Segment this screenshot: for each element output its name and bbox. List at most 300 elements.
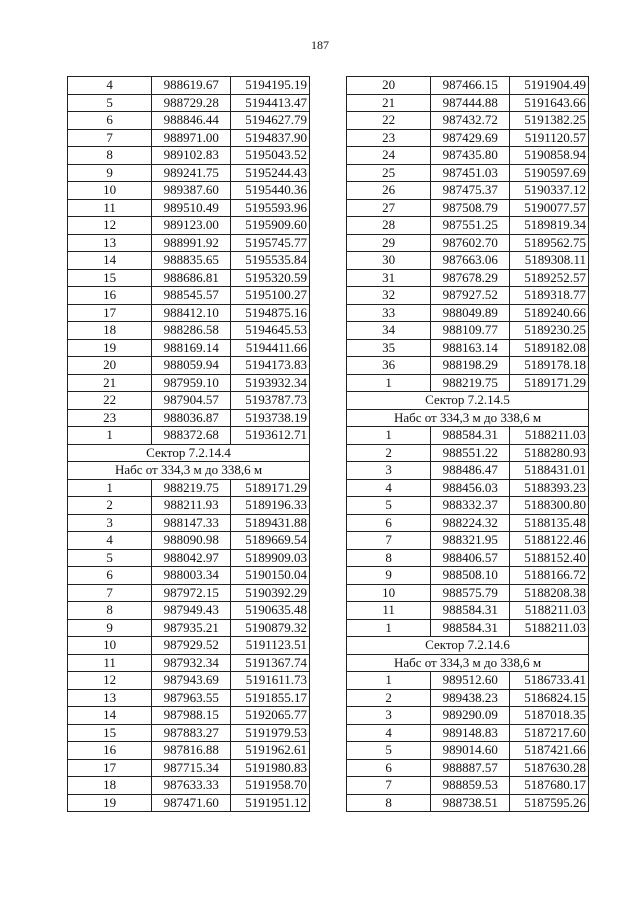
y-coordinate-cell: 5195043.52 <box>231 147 310 165</box>
x-coordinate-cell: 989014.60 <box>431 742 510 760</box>
y-coordinate-cell: 5189819.34 <box>510 217 589 235</box>
table-row <box>347 129 589 147</box>
x-coordinate-cell: 987904.57 <box>152 392 231 410</box>
table-row <box>68 147 310 165</box>
y-coordinate-cell: 5189171.29 <box>231 479 310 497</box>
x-coordinate-cell: 987883.27 <box>152 724 231 742</box>
y-coordinate-cell: 5193932.34 <box>231 374 310 392</box>
point-number-cell: 11 <box>347 602 431 620</box>
point-number-cell: 18 <box>68 777 152 795</box>
y-coordinate-cell: 5189182.08 <box>510 339 589 357</box>
table-row <box>347 112 589 130</box>
point-number-cell: 4 <box>68 532 152 550</box>
point-number-cell: 7 <box>347 532 431 550</box>
y-coordinate-cell: 5191367.74 <box>231 654 310 672</box>
x-coordinate-cell: 988859.53 <box>431 777 510 795</box>
table-row <box>347 182 589 200</box>
table-row <box>347 777 589 795</box>
y-coordinate-cell: 5186824.15 <box>510 689 589 707</box>
table-row <box>347 234 589 252</box>
table-row <box>347 479 589 497</box>
point-number-cell: 14 <box>68 252 152 270</box>
section-subtitle-row <box>347 409 589 427</box>
x-coordinate-cell: 988412.10 <box>152 304 231 322</box>
x-coordinate-cell: 988729.28 <box>152 94 231 112</box>
point-number-cell: 11 <box>68 654 152 672</box>
table-row <box>68 234 310 252</box>
y-coordinate-cell: 5188166.72 <box>510 567 589 585</box>
point-number-cell: 4 <box>347 724 431 742</box>
point-number-cell: 36 <box>347 357 431 375</box>
y-coordinate-cell: 5190635.48 <box>231 602 310 620</box>
point-number-cell: 29 <box>347 234 431 252</box>
point-number-cell: 8 <box>68 602 152 620</box>
x-coordinate-cell: 987988.15 <box>152 707 231 725</box>
table-row <box>68 567 310 585</box>
table-row <box>68 182 310 200</box>
y-coordinate-cell: 5195593.96 <box>231 199 310 217</box>
coordinates-table-left <box>67 76 310 812</box>
point-number-cell: 20 <box>347 77 431 95</box>
point-number-cell: 25 <box>347 164 431 182</box>
section-subtitle-row <box>68 462 310 480</box>
x-coordinate-cell: 988575.79 <box>431 584 510 602</box>
table-row <box>347 287 589 305</box>
table-row <box>347 147 589 165</box>
point-number-cell: 15 <box>68 269 152 287</box>
table-row <box>347 374 589 392</box>
table-row <box>68 287 310 305</box>
y-coordinate-cell: 5189171.29 <box>510 374 589 392</box>
table-row <box>68 322 310 340</box>
y-coordinate-cell: 5187217.60 <box>510 724 589 742</box>
point-number-cell: 1 <box>347 427 431 445</box>
x-coordinate-cell: 987432.72 <box>431 112 510 130</box>
x-coordinate-cell: 989123.00 <box>152 217 231 235</box>
point-number-cell: 4 <box>68 77 152 95</box>
point-number-cell: 18 <box>68 322 152 340</box>
y-coordinate-cell: 5190337.12 <box>510 182 589 200</box>
x-coordinate-cell: 989512.60 <box>431 672 510 690</box>
x-coordinate-cell: 988003.34 <box>152 567 231 585</box>
point-number-cell: 1 <box>347 619 431 637</box>
y-coordinate-cell: 5188208.38 <box>510 584 589 602</box>
y-coordinate-cell: 5195244.43 <box>231 164 310 182</box>
point-number-cell: 15 <box>68 724 152 742</box>
y-coordinate-cell: 5188431.01 <box>510 462 589 480</box>
page-number: 187 <box>311 38 329 52</box>
point-number-cell: 27 <box>347 199 431 217</box>
x-coordinate-cell: 987444.88 <box>431 94 510 112</box>
point-number-cell: 6 <box>347 759 431 777</box>
x-coordinate-cell: 988036.87 <box>152 409 231 427</box>
point-number-cell: 20 <box>68 357 152 375</box>
point-number-cell: 8 <box>347 549 431 567</box>
x-coordinate-cell: 987602.70 <box>431 234 510 252</box>
table-row <box>68 94 310 112</box>
point-number-cell: 6 <box>347 514 431 532</box>
y-coordinate-cell: 5190077.57 <box>510 199 589 217</box>
point-number-cell: 19 <box>68 794 152 812</box>
x-coordinate-cell: 988372.68 <box>152 427 231 445</box>
y-coordinate-cell: 5191382.25 <box>510 112 589 130</box>
x-coordinate-cell: 988219.75 <box>431 374 510 392</box>
table-row <box>347 567 589 585</box>
y-coordinate-cell: 5194411.66 <box>231 339 310 357</box>
x-coordinate-cell: 989387.60 <box>152 182 231 200</box>
table-row <box>347 707 589 725</box>
table-row <box>68 77 310 95</box>
y-coordinate-cell: 5189178.18 <box>510 357 589 375</box>
y-coordinate-cell: 5187595.26 <box>510 794 589 812</box>
y-coordinate-cell: 5191643.66 <box>510 94 589 112</box>
x-coordinate-cell: 987551.25 <box>431 217 510 235</box>
section-header-row <box>68 444 310 462</box>
x-coordinate-cell: 988887.57 <box>431 759 510 777</box>
table-row <box>347 252 589 270</box>
y-coordinate-cell: 5187018.35 <box>510 707 589 725</box>
x-coordinate-cell: 987816.88 <box>152 742 231 760</box>
point-number-cell: 35 <box>347 339 431 357</box>
point-number-cell: 5 <box>347 742 431 760</box>
x-coordinate-cell: 987471.60 <box>152 794 231 812</box>
y-coordinate-cell: 5189562.75 <box>510 234 589 252</box>
table-row <box>68 129 310 147</box>
x-coordinate-cell: 988163.14 <box>431 339 510 357</box>
point-number-cell: 28 <box>347 217 431 235</box>
y-coordinate-cell: 5188280.93 <box>510 444 589 462</box>
y-coordinate-cell: 5189318.77 <box>510 287 589 305</box>
point-number-cell: 24 <box>347 147 431 165</box>
y-coordinate-cell: 5194875.16 <box>231 304 310 322</box>
point-number-cell: 8 <box>68 147 152 165</box>
table-row <box>68 794 310 812</box>
y-coordinate-cell: 5191611.73 <box>231 672 310 690</box>
y-coordinate-cell: 5187630.28 <box>510 759 589 777</box>
table-row <box>347 462 589 480</box>
y-coordinate-cell: 5190879.32 <box>231 619 310 637</box>
x-coordinate-cell: 987959.10 <box>152 374 231 392</box>
y-coordinate-cell: 5186733.41 <box>510 672 589 690</box>
point-number-cell: 4 <box>347 479 431 497</box>
x-coordinate-cell: 989438.23 <box>431 689 510 707</box>
x-coordinate-cell: 987451.03 <box>431 164 510 182</box>
table-row <box>347 619 589 637</box>
y-coordinate-cell: 5193787.73 <box>231 392 310 410</box>
point-number-cell: 13 <box>68 234 152 252</box>
table-row <box>68 112 310 130</box>
point-number-cell: 6 <box>68 112 152 130</box>
table-row <box>68 497 310 515</box>
x-coordinate-cell: 988508.10 <box>431 567 510 585</box>
x-coordinate-cell: 988584.31 <box>431 427 510 445</box>
point-number-cell: 7 <box>347 777 431 795</box>
x-coordinate-cell: 988584.31 <box>431 619 510 637</box>
x-coordinate-cell: 988991.92 <box>152 234 231 252</box>
y-coordinate-cell: 5191123.51 <box>231 637 310 655</box>
table-row <box>347 164 589 182</box>
y-coordinate-cell: 5190858.94 <box>510 147 589 165</box>
point-number-cell: 10 <box>347 584 431 602</box>
table-row <box>68 724 310 742</box>
x-coordinate-cell: 987475.37 <box>431 182 510 200</box>
x-coordinate-cell: 987972.15 <box>152 584 231 602</box>
y-coordinate-cell: 5190392.29 <box>231 584 310 602</box>
table-row <box>68 357 310 375</box>
y-coordinate-cell: 5191962.61 <box>231 742 310 760</box>
section-title: Сектор 7.2.14.4 <box>68 444 310 462</box>
point-number-cell: 5 <box>68 94 152 112</box>
y-coordinate-cell: 5189431.88 <box>231 514 310 532</box>
x-coordinate-cell: 988835.65 <box>152 252 231 270</box>
table-row <box>347 217 589 235</box>
table-row <box>347 689 589 707</box>
x-coordinate-cell: 988042.97 <box>152 549 231 567</box>
section-subtitle-row <box>347 654 589 672</box>
x-coordinate-cell: 987949.43 <box>152 602 231 620</box>
table-row <box>68 479 310 497</box>
table-row <box>68 374 310 392</box>
y-coordinate-cell: 5191979.53 <box>231 724 310 742</box>
table-row <box>347 759 589 777</box>
section-subtitle: Набс от 334,3 м до 338,6 м <box>347 409 589 427</box>
table-row <box>68 532 310 550</box>
point-number-cell: 1 <box>68 479 152 497</box>
x-coordinate-cell: 988211.93 <box>152 497 231 515</box>
y-coordinate-cell: 5191958.70 <box>231 777 310 795</box>
table-row <box>68 269 310 287</box>
x-coordinate-cell: 988198.29 <box>431 357 510 375</box>
section-header-row <box>347 637 589 655</box>
table-row <box>347 742 589 760</box>
table-row <box>68 392 310 410</box>
y-coordinate-cell: 5189196.33 <box>231 497 310 515</box>
point-number-cell: 5 <box>68 549 152 567</box>
point-number-cell: 7 <box>68 584 152 602</box>
point-number-cell: 7 <box>68 129 152 147</box>
point-number-cell: 10 <box>68 637 152 655</box>
y-coordinate-cell: 5195440.36 <box>231 182 310 200</box>
x-coordinate-cell: 987927.52 <box>431 287 510 305</box>
table-row <box>68 199 310 217</box>
y-coordinate-cell: 5188152.40 <box>510 549 589 567</box>
point-number-cell: 8 <box>347 794 431 812</box>
x-coordinate-cell: 987932.34 <box>152 654 231 672</box>
table-row <box>68 549 310 567</box>
y-coordinate-cell: 5188122.46 <box>510 532 589 550</box>
x-coordinate-cell: 987508.79 <box>431 199 510 217</box>
table-row <box>68 304 310 322</box>
x-coordinate-cell: 988406.57 <box>431 549 510 567</box>
x-coordinate-cell: 987963.55 <box>152 689 231 707</box>
point-number-cell: 1 <box>347 374 431 392</box>
x-coordinate-cell: 987943.69 <box>152 672 231 690</box>
y-coordinate-cell: 5195909.60 <box>231 217 310 235</box>
x-coordinate-cell: 988090.98 <box>152 532 231 550</box>
point-number-cell: 23 <box>347 129 431 147</box>
point-number-cell: 1 <box>68 427 152 445</box>
point-number-cell: 12 <box>68 672 152 690</box>
y-coordinate-cell: 5188135.48 <box>510 514 589 532</box>
section-subtitle: Набс от 334,3 м до 338,6 м <box>68 462 310 480</box>
coordinates-table-right <box>346 76 589 812</box>
point-number-cell: 5 <box>347 497 431 515</box>
section-title: Сектор 7.2.14.5 <box>347 392 589 410</box>
y-coordinate-cell: 5195745.77 <box>231 234 310 252</box>
point-number-cell: 22 <box>68 392 152 410</box>
table-row <box>347 444 589 462</box>
x-coordinate-cell: 987929.52 <box>152 637 231 655</box>
table-row <box>68 654 310 672</box>
x-coordinate-cell: 987678.29 <box>431 269 510 287</box>
x-coordinate-cell: 988686.81 <box>152 269 231 287</box>
table-row <box>347 199 589 217</box>
y-coordinate-cell: 5194173.83 <box>231 357 310 375</box>
y-coordinate-cell: 5189308.11 <box>510 252 589 270</box>
x-coordinate-cell: 987663.06 <box>431 252 510 270</box>
table-row <box>68 742 310 760</box>
point-number-cell: 9 <box>347 567 431 585</box>
point-number-cell: 33 <box>347 304 431 322</box>
point-number-cell: 9 <box>68 164 152 182</box>
table-row <box>68 514 310 532</box>
x-coordinate-cell: 989290.09 <box>431 707 510 725</box>
point-number-cell: 19 <box>68 339 152 357</box>
x-coordinate-cell: 988846.44 <box>152 112 231 130</box>
point-number-cell: 3 <box>347 707 431 725</box>
point-number-cell: 23 <box>68 409 152 427</box>
table-row <box>347 339 589 357</box>
y-coordinate-cell: 5194645.53 <box>231 322 310 340</box>
x-coordinate-cell: 987429.69 <box>431 129 510 147</box>
table-row <box>347 549 589 567</box>
y-coordinate-cell: 5192065.77 <box>231 707 310 725</box>
table-row <box>347 584 589 602</box>
point-number-cell: 10 <box>68 182 152 200</box>
x-coordinate-cell: 987466.15 <box>431 77 510 95</box>
table-row <box>68 619 310 637</box>
table-row <box>68 637 310 655</box>
y-coordinate-cell: 5188393.23 <box>510 479 589 497</box>
y-coordinate-cell: 5195320.59 <box>231 269 310 287</box>
point-number-cell: 12 <box>68 217 152 235</box>
x-coordinate-cell: 988456.03 <box>431 479 510 497</box>
point-number-cell: 2 <box>68 497 152 515</box>
point-number-cell: 2 <box>347 444 431 462</box>
y-coordinate-cell: 5191904.49 <box>510 77 589 95</box>
table-row <box>68 689 310 707</box>
y-coordinate-cell: 5189230.25 <box>510 322 589 340</box>
y-coordinate-cell: 5191120.57 <box>510 129 589 147</box>
x-coordinate-cell: 989102.83 <box>152 147 231 165</box>
point-number-cell: 3 <box>347 462 431 480</box>
y-coordinate-cell: 5190150.04 <box>231 567 310 585</box>
x-coordinate-cell: 988738.51 <box>431 794 510 812</box>
x-coordinate-cell: 988321.95 <box>431 532 510 550</box>
y-coordinate-cell: 5193738.19 <box>231 409 310 427</box>
table-row <box>347 269 589 287</box>
table-row <box>68 427 310 445</box>
x-coordinate-cell: 988971.00 <box>152 129 231 147</box>
table-row <box>347 357 589 375</box>
x-coordinate-cell: 988224.32 <box>431 514 510 532</box>
table-row <box>68 759 310 777</box>
x-coordinate-cell: 988286.58 <box>152 322 231 340</box>
y-coordinate-cell: 5189240.66 <box>510 304 589 322</box>
point-number-cell: 1 <box>347 672 431 690</box>
point-number-cell: 32 <box>347 287 431 305</box>
table-row <box>347 724 589 742</box>
section-subtitle: Набс от 334,3 м до 338,6 м <box>347 654 589 672</box>
y-coordinate-cell: 5191855.17 <box>231 689 310 707</box>
table-row <box>68 164 310 182</box>
section-header-row <box>347 392 589 410</box>
y-coordinate-cell: 5189909.03 <box>231 549 310 567</box>
x-coordinate-cell: 988109.77 <box>431 322 510 340</box>
y-coordinate-cell: 5194837.90 <box>231 129 310 147</box>
point-number-cell: 30 <box>347 252 431 270</box>
x-coordinate-cell: 988332.37 <box>431 497 510 515</box>
table-row <box>347 77 589 95</box>
y-coordinate-cell: 5193612.71 <box>231 427 310 445</box>
x-coordinate-cell: 989510.49 <box>152 199 231 217</box>
point-number-cell: 22 <box>347 112 431 130</box>
point-number-cell: 14 <box>68 707 152 725</box>
table-row <box>347 94 589 112</box>
point-number-cell: 13 <box>68 689 152 707</box>
y-coordinate-cell: 5194413.47 <box>231 94 310 112</box>
y-coordinate-cell: 5195535.84 <box>231 252 310 270</box>
x-coordinate-cell: 988169.14 <box>152 339 231 357</box>
x-coordinate-cell: 988049.89 <box>431 304 510 322</box>
x-coordinate-cell: 989148.83 <box>431 724 510 742</box>
table-row <box>347 672 589 690</box>
x-coordinate-cell: 987435.80 <box>431 147 510 165</box>
point-number-cell: 34 <box>347 322 431 340</box>
y-coordinate-cell: 5188300.80 <box>510 497 589 515</box>
table-row <box>68 409 310 427</box>
point-number-cell: 6 <box>68 567 152 585</box>
point-number-cell: 31 <box>347 269 431 287</box>
y-coordinate-cell: 5189252.57 <box>510 269 589 287</box>
table-row <box>347 602 589 620</box>
x-coordinate-cell: 989241.75 <box>152 164 231 182</box>
x-coordinate-cell: 987715.34 <box>152 759 231 777</box>
x-coordinate-cell: 988551.22 <box>431 444 510 462</box>
table-row <box>347 532 589 550</box>
y-coordinate-cell: 5188211.03 <box>510 427 589 445</box>
y-coordinate-cell: 5189669.54 <box>231 532 310 550</box>
table-row <box>347 514 589 532</box>
table-row <box>347 427 589 445</box>
table-row <box>68 707 310 725</box>
table-row <box>347 322 589 340</box>
x-coordinate-cell: 988619.67 <box>152 77 231 95</box>
table-row <box>68 672 310 690</box>
point-number-cell: 3 <box>68 514 152 532</box>
point-number-cell: 21 <box>347 94 431 112</box>
table-row <box>68 252 310 270</box>
x-coordinate-cell: 988545.57 <box>152 287 231 305</box>
table-row <box>347 304 589 322</box>
point-number-cell: 21 <box>68 374 152 392</box>
point-number-cell: 2 <box>347 689 431 707</box>
y-coordinate-cell: 5194195.19 <box>231 77 310 95</box>
point-number-cell: 11 <box>68 199 152 217</box>
table-row <box>347 794 589 812</box>
point-number-cell: 16 <box>68 742 152 760</box>
y-coordinate-cell: 5190597.69 <box>510 164 589 182</box>
